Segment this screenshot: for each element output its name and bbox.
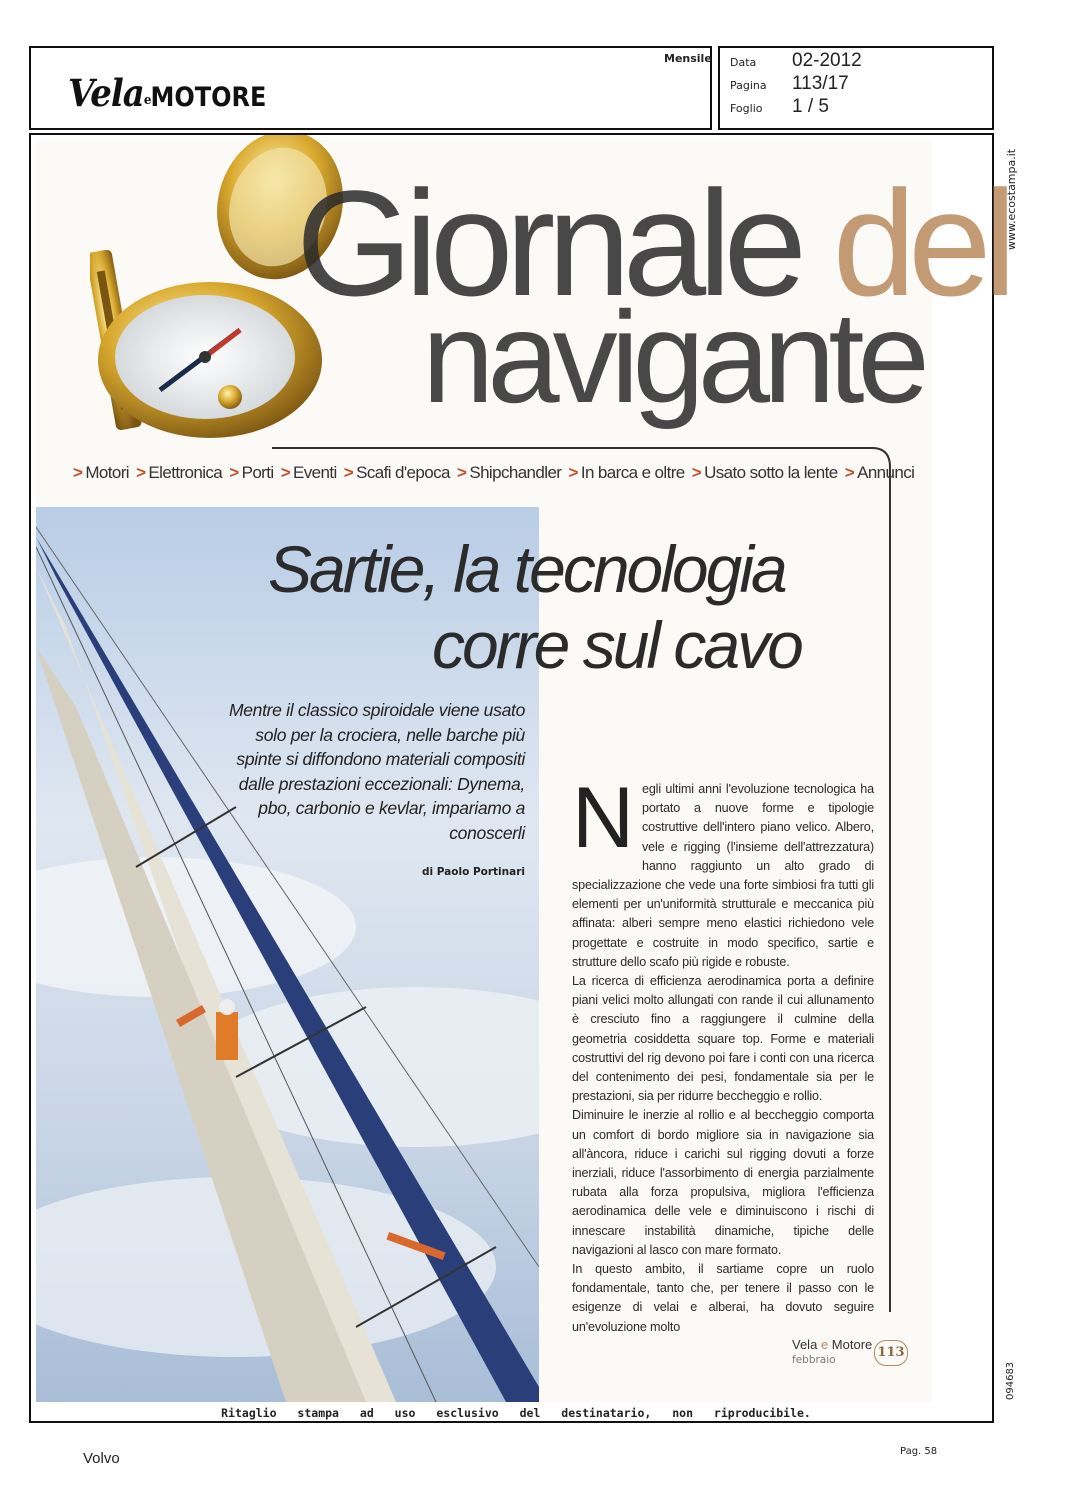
nav-item[interactable]: Usato sotto la lente — [704, 463, 838, 482]
page-label: Pagina — [730, 79, 767, 92]
sheet-label: Foglio — [730, 102, 763, 115]
page-footer-month: febbraio — [792, 1354, 836, 1366]
clipping-notice: Ritaglio stampa ad uso esclusivo del destinatario, non riproducibile. — [221, 1406, 811, 1420]
side-code: 094683 — [1005, 1361, 1016, 1400]
date-value: 02-2012 — [792, 50, 862, 71]
nav-item[interactable]: Elettronica — [148, 463, 223, 482]
nav-item[interactable]: Scafi d'epoca — [356, 463, 450, 482]
article-standfirst: Mentre il classico spiroidale viene usato solo per la crociera, nelle barche più spinte si diffondono materiali compositi dalle prestazioni eccezionali: Dynema, pbo, carbonio e kevlar, impariamo a conoscerli — [228, 700, 525, 843]
nav-item[interactable]: In barca e oltre — [580, 463, 685, 482]
frequency-label: Mensile — [664, 52, 712, 65]
column-rule — [880, 500, 900, 1320]
page-counter: Pag. 58 — [900, 1446, 938, 1457]
side-url: www.ecostampa.it — [1005, 148, 1018, 250]
paragraph-2: La ricerca di efficienza aerodinamica porta a definire piani velici molto allungati con rande il cui allunamento è cresciuto fino a raggiungere il culmine della geometria cosiddetta square top. Forme e materiali costruttivi del rig devono poi fare i conti con una ricerca del contenimento dei pesi, fondamentale sia per le prestazioni, sia per ridurre beccheggio e rollio. — [572, 974, 874, 1104]
nav-item[interactable]: Annunci — [857, 463, 915, 482]
nav-separator-icon: > — [691, 463, 702, 482]
client-name: Volvo — [83, 1450, 120, 1467]
paragraph-4: In questo ambito, il sartiame copre un ruolo fondamentale, tanto che, per tenere il passo con le esigenze di velai e alberai, ha dovuto seguire un'evoluzione molto — [572, 1262, 874, 1334]
section-nav — [70, 463, 914, 483]
nav-separator-icon: > — [136, 463, 146, 482]
nav-separator-icon: > — [568, 463, 578, 482]
article-headline-line1: Sartie, la tecnologia — [268, 532, 785, 606]
nav-item[interactable]: Eventi — [293, 463, 337, 482]
section-title-line1: Giornale del — [296, 159, 1009, 327]
dropcap: N — [572, 770, 634, 866]
nav-separator-icon: > — [457, 463, 467, 482]
nav-separator-icon: > — [229, 463, 239, 482]
nav-separator-icon: > — [280, 463, 291, 482]
page-value: 113/17 — [792, 73, 849, 94]
publication-logo: VelaeMOTORE — [68, 72, 267, 116]
nav-separator-icon: > — [73, 463, 83, 482]
page-number-badge: 113 — [874, 1340, 908, 1366]
article-headline-line2: corre sul cavo — [432, 608, 801, 682]
nav-separator-icon: > — [844, 463, 855, 482]
page-footer-brand: Vela e Motore — [792, 1337, 873, 1352]
sheet-value: 1 / 5 — [792, 96, 829, 117]
article-body — [572, 770, 874, 1337]
date-label: Data — [730, 56, 757, 69]
section-title-line2: navigante — [422, 284, 923, 430]
nav-item[interactable]: Porti — [241, 463, 274, 482]
nav-item[interactable]: Motori — [85, 463, 129, 482]
nav-separator-icon: > — [343, 463, 354, 482]
article-byline: di Paolo Portinari — [422, 866, 525, 878]
nav-item[interactable]: Shipchandler — [469, 463, 562, 482]
paragraph-3: Diminuire le inerzie al rollio e al beccheggio comporta un comfort di bordo migliore sia in navigazione sia all'àncora, riduce i carichi sul rigging dovuti a forze inerziali, riduce l'assorbimento di energia parzialmente rubata alla forza propulsiva, migliora l'efficienza aerodinamica delle vele e diminuiscono i rischi di innescare instabilità dinamiche, tipiche delle navigazioni al lasco con mare formato. — [572, 1108, 874, 1257]
paragraph-1: egli ultimi anni l'evoluzione tecnologica ha portato a nuove forme e tipologie costruttive dell'intero piano velico. Albero, vele e rigging (l'insieme dell'attrezzatura) hanno raggiunto un alto grado di specializzazione che vede una forte simbiosi fra tutti gli elementi per un'uniformità strutturale e meccanica più affinata: alberi sempre meno elastici richiedono vele progettate e costruite in modo specifico, sartie e strutture dello scafo più rigide e robuste. — [572, 782, 874, 969]
